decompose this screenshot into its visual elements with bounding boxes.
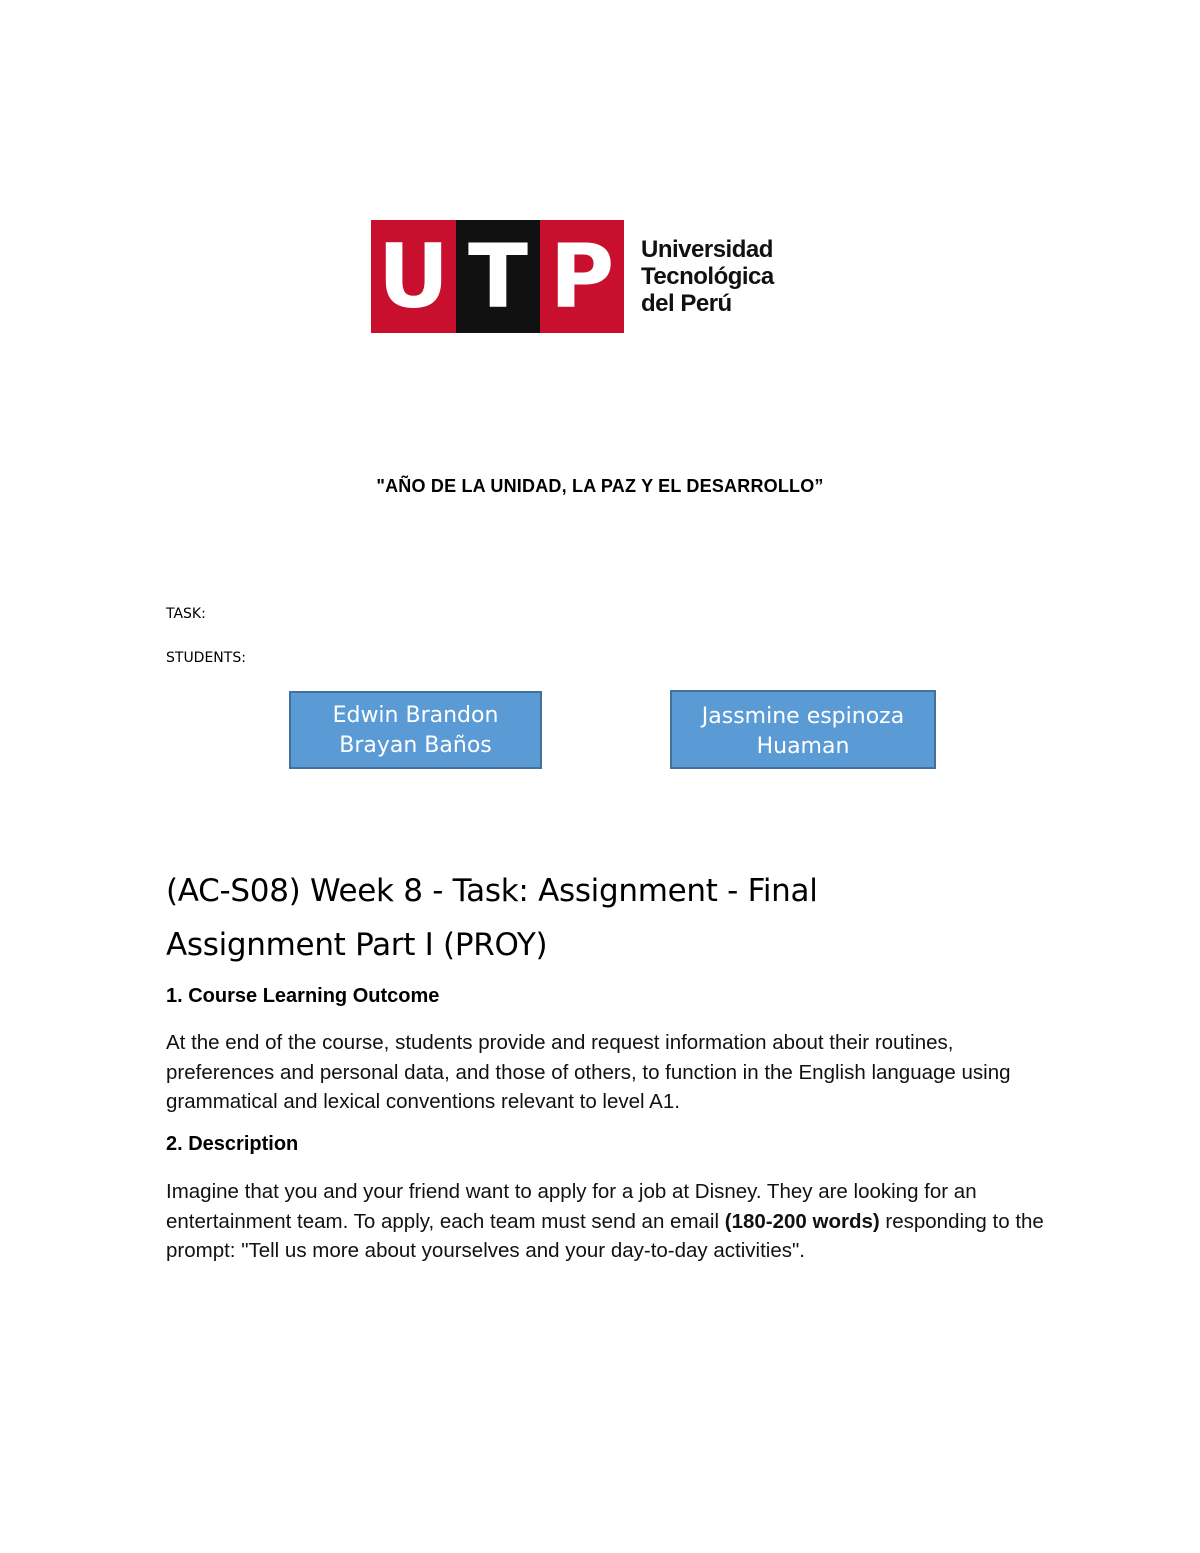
title-line: Assignment Part I (PROY)	[166, 927, 548, 963]
student-name-line: Jassmine espinoza	[701, 704, 905, 729]
utp-logo	[371, 220, 774, 334]
student-box	[670, 690, 936, 769]
description-text: responding to the prompt: "Tell us more about yourselves and your day-to-day activities".	[166, 1209, 1044, 1262]
student-box	[289, 691, 542, 769]
section-heading-outcome: 1. Course Learning Outcome	[166, 985, 440, 1007]
year-motto: "AÑO DE LA UNIDAD, LA PAZ Y EL DESARROLLO”	[376, 476, 824, 496]
student-name-line: Edwin Brandon	[332, 703, 499, 728]
student-name-line: Huaman	[756, 734, 850, 759]
section-body-description	[166, 1177, 1046, 1266]
logo-university-name	[641, 236, 774, 317]
section-heading-description: 2. Description	[166, 1133, 299, 1155]
logo-letter-p: P	[540, 220, 624, 333]
logo-letter-t: T	[456, 220, 540, 333]
logo-name-line: Tecnológica	[641, 263, 774, 290]
description-text: Imagine that you and your friend want to apply for a job at Disney. They are looking for an entertainment team. To apply, each team must send an email	[166, 1180, 977, 1233]
title-line: (AC-S08) Week 8 - Task: Assignment - Final	[166, 873, 818, 909]
logo-name-line: Universidad	[641, 236, 773, 263]
logo-name-line: del Perú	[641, 290, 732, 317]
task-label: TASK:	[166, 606, 206, 622]
section-body-outcome: At the end of the course, students provide and request information about their routines, preferences and personal data, and those of others, to function in the English language using grammatical and lexical conventions relevant to level A1.	[166, 1031, 1011, 1113]
word-count-emphasis: (180-200 words)	[724, 1209, 880, 1233]
student-name-line: Brayan Baños	[339, 733, 492, 758]
logo-letter-u: U	[371, 220, 456, 333]
assignment-title	[166, 864, 1046, 972]
students-label: STUDENTS:	[166, 650, 246, 666]
